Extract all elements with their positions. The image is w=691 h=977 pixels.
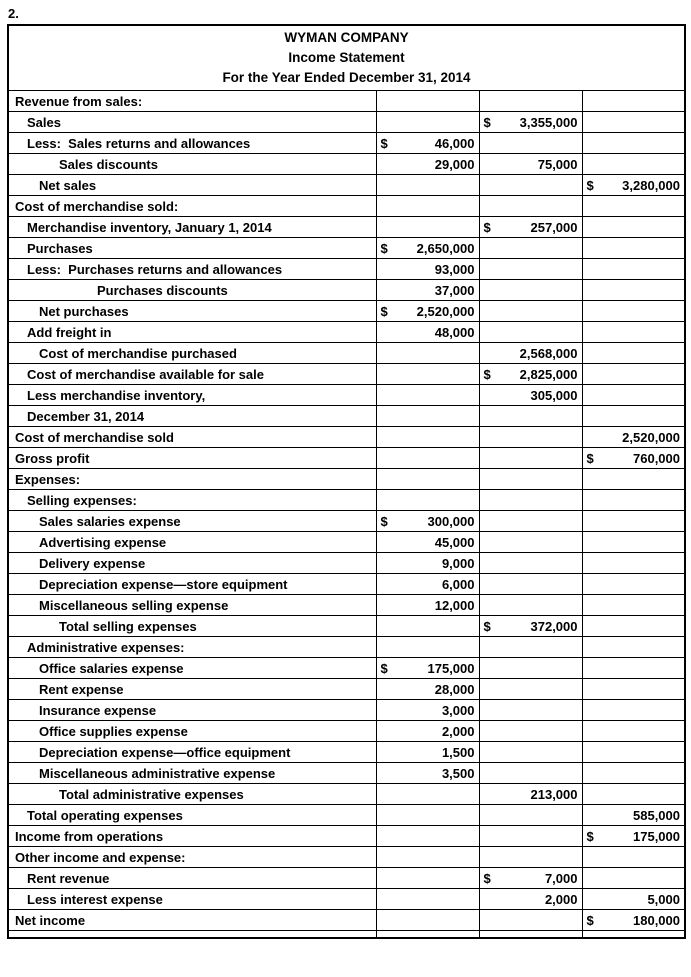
table-row (8, 847, 685, 868)
amount-cell (582, 763, 685, 784)
amount-number: 2,568,000 (519, 345, 578, 361)
row-label: Net income (8, 910, 376, 931)
amount-cell (376, 490, 479, 511)
amount-number: 213,000 (530, 786, 578, 802)
amount-cell (376, 448, 479, 469)
amount-number: 3,280,000 (622, 177, 680, 193)
amount-number: 175,000 (633, 828, 680, 844)
row-label: Miscellaneous administrative expense (8, 763, 376, 784)
amount-cell (582, 595, 685, 616)
amount-cell (479, 847, 582, 868)
currency-symbol: $ (380, 135, 388, 151)
amount-cell (376, 532, 479, 553)
amount-value (381, 304, 475, 319)
spacer-row (8, 931, 685, 939)
amount-cell (479, 238, 582, 259)
amount-cell (479, 721, 582, 742)
row-label: Net sales (8, 175, 376, 196)
table-row (8, 826, 685, 847)
amount-number: 2,520,000 (416, 303, 475, 319)
table-row (8, 742, 685, 763)
row-label: Cost of merchandise sold (8, 427, 376, 448)
amount-cell (582, 511, 685, 532)
table-row (8, 553, 685, 574)
row-label: Add freight in (8, 322, 376, 343)
amount-cell (479, 406, 582, 427)
table-row (8, 658, 685, 679)
amount-cell (376, 658, 479, 679)
amount-cell (479, 175, 582, 196)
amount-value (587, 913, 681, 928)
amount-cell (479, 616, 582, 637)
amount-value (381, 682, 475, 697)
amount-value (484, 619, 578, 634)
amount-cell (479, 343, 582, 364)
amount-cell (479, 217, 582, 238)
amount-cell (582, 133, 685, 154)
currency-symbol: $ (380, 240, 388, 256)
table-row (8, 385, 685, 406)
amount-cell (376, 343, 479, 364)
table-row (8, 280, 685, 301)
amount-number: 12,000 (434, 597, 475, 613)
amount-cell (376, 784, 479, 805)
table-row (8, 763, 685, 784)
row-label: Depreciation expense—office equipment (8, 742, 376, 763)
amount-value (381, 262, 475, 277)
amount-cell (479, 259, 582, 280)
amount-cell (479, 133, 582, 154)
table-row (8, 154, 685, 175)
amount-cell (479, 322, 582, 343)
row-label: Sales salaries expense (8, 511, 376, 532)
amount-cell (376, 511, 479, 532)
amount-cell (479, 889, 582, 910)
amount-cell (582, 574, 685, 595)
amount-cell (376, 700, 479, 721)
table-row (8, 721, 685, 742)
amount-cell (582, 385, 685, 406)
row-label: Purchases (8, 238, 376, 259)
amount-cell (479, 448, 582, 469)
amount-value (484, 388, 578, 403)
table-row (8, 700, 685, 721)
amount-number: 9,000 (441, 555, 475, 571)
row-label: Insurance expense (8, 700, 376, 721)
row-label: Net purchases (8, 301, 376, 322)
amount-number: 75,000 (537, 156, 578, 172)
amount-number: 3,000 (441, 702, 475, 718)
amount-value (381, 325, 475, 340)
amount-cell (376, 805, 479, 826)
amount-cell (582, 490, 685, 511)
table-row (8, 889, 685, 910)
statement-header-row (8, 25, 685, 91)
amount-cell (479, 910, 582, 931)
amount-cell (479, 490, 582, 511)
amount-number: 6,000 (441, 576, 475, 592)
amount-cell (582, 406, 685, 427)
amount-number: 1,500 (441, 744, 475, 760)
amount-cell (582, 826, 685, 847)
table-row (8, 637, 685, 658)
amount-number: 2,825,000 (519, 366, 578, 382)
amount-number: 7,000 (544, 870, 578, 886)
income-statement-table (7, 24, 686, 939)
row-label: Delivery expense (8, 553, 376, 574)
amount-cell (376, 931, 479, 939)
amount-number: 2,520,000 (622, 429, 680, 445)
amount-number: 28,000 (434, 681, 475, 697)
amount-cell (582, 889, 685, 910)
amount-cell (376, 847, 479, 868)
amount-cell (582, 175, 685, 196)
amount-number: 5,000 (647, 891, 680, 907)
amount-cell (376, 826, 479, 847)
amount-cell (376, 637, 479, 658)
row-label (8, 931, 376, 939)
table-row (8, 133, 685, 154)
row-label: Less: Purchases returns and allowances (8, 259, 376, 280)
amount-cell (582, 805, 685, 826)
income-statement-body (8, 25, 685, 938)
amount-value (381, 724, 475, 739)
row-label: Total operating expenses (8, 805, 376, 826)
amount-cell (376, 574, 479, 595)
amount-cell (376, 301, 479, 322)
amount-cell (582, 847, 685, 868)
amount-cell (376, 721, 479, 742)
amount-cell (479, 469, 582, 490)
row-label: Other income and expense: (8, 847, 376, 868)
table-row (8, 217, 685, 238)
amount-cell (376, 385, 479, 406)
amount-value (381, 577, 475, 592)
amount-cell (582, 154, 685, 175)
amount-cell (582, 196, 685, 217)
amount-cell (376, 742, 479, 763)
amount-cell (582, 364, 685, 385)
table-row (8, 238, 685, 259)
amount-cell (582, 931, 685, 939)
amount-value (587, 892, 681, 907)
amount-cell (479, 595, 582, 616)
amount-value (381, 766, 475, 781)
row-label: Revenue from sales: (8, 91, 376, 112)
table-row (8, 364, 685, 385)
amount-cell (376, 217, 479, 238)
amount-cell (479, 679, 582, 700)
amount-cell (479, 511, 582, 532)
table-row (8, 910, 685, 931)
amount-value (381, 241, 475, 256)
table-row (8, 679, 685, 700)
amount-cell (582, 301, 685, 322)
row-label: Cost of merchandise purchased (8, 343, 376, 364)
amount-cell (582, 427, 685, 448)
amount-value (587, 829, 681, 844)
amount-cell (582, 112, 685, 133)
amount-cell (582, 742, 685, 763)
amount-number: 29,000 (434, 156, 475, 172)
amount-cell (479, 763, 582, 784)
table-row (8, 259, 685, 280)
amount-cell (582, 553, 685, 574)
currency-symbol: $ (483, 219, 491, 235)
row-label: Office supplies expense (8, 721, 376, 742)
amount-value (587, 451, 681, 466)
amount-cell (376, 259, 479, 280)
statement-title: Income Statement (288, 50, 405, 65)
amount-value (484, 220, 578, 235)
amount-value (381, 556, 475, 571)
amount-cell (479, 658, 582, 679)
amount-cell (582, 784, 685, 805)
table-row (8, 532, 685, 553)
amount-value (484, 871, 578, 886)
table-row (8, 469, 685, 490)
table-row (8, 196, 685, 217)
amount-cell (479, 364, 582, 385)
amount-value (381, 157, 475, 172)
amount-cell (582, 448, 685, 469)
currency-symbol: $ (483, 366, 491, 382)
row-label: Office salaries expense (8, 658, 376, 679)
amount-cell (376, 91, 479, 112)
item-number: 2. (8, 6, 19, 21)
amount-cell (479, 742, 582, 763)
row-label: Cost of merchandise available for sale (8, 364, 376, 385)
row-label: Sales (8, 112, 376, 133)
amount-cell (582, 910, 685, 931)
amount-number: 2,650,000 (416, 240, 475, 256)
amount-cell (376, 910, 479, 931)
amount-value (381, 283, 475, 298)
row-label: Depreciation expense—store equipment (8, 574, 376, 595)
amount-cell (376, 364, 479, 385)
amount-value (484, 892, 578, 907)
amount-value (484, 115, 578, 130)
table-row (8, 784, 685, 805)
amount-cell (582, 658, 685, 679)
amount-cell (479, 385, 582, 406)
amount-cell (376, 889, 479, 910)
table-row (8, 427, 685, 448)
table-row (8, 112, 685, 133)
amount-number: 37,000 (434, 282, 475, 298)
table-row (8, 805, 685, 826)
amount-cell (479, 637, 582, 658)
amount-cell (479, 826, 582, 847)
company-name: WYMAN COMPANY (284, 30, 409, 45)
amount-cell (376, 133, 479, 154)
row-label: Less merchandise inventory, (8, 385, 376, 406)
amount-number: 48,000 (434, 324, 475, 340)
currency-symbol: $ (586, 450, 594, 466)
amount-cell (479, 574, 582, 595)
table-row (8, 595, 685, 616)
currency-symbol: $ (483, 870, 491, 886)
currency-symbol: $ (586, 177, 594, 193)
amount-value (381, 598, 475, 613)
row-label: Total administrative expenses (8, 784, 376, 805)
amount-cell (582, 532, 685, 553)
amount-number: 2,000 (544, 891, 578, 907)
amount-cell (376, 175, 479, 196)
amount-cell (479, 427, 582, 448)
amount-cell (479, 196, 582, 217)
statement-period: For the Year Ended December 31, 2014 (222, 70, 471, 85)
amount-cell (479, 112, 582, 133)
amount-number: 372,000 (530, 618, 578, 634)
amount-number: 175,000 (427, 660, 475, 676)
amount-cell (582, 343, 685, 364)
amount-cell (582, 868, 685, 889)
row-label: Rent expense (8, 679, 376, 700)
amount-value (381, 535, 475, 550)
currency-symbol: $ (380, 660, 388, 676)
table-row (8, 490, 685, 511)
row-label: Selling expenses: (8, 490, 376, 511)
amount-cell (376, 280, 479, 301)
table-row (8, 574, 685, 595)
amount-cell (582, 280, 685, 301)
amount-number: 760,000 (633, 450, 680, 466)
amount-value (381, 745, 475, 760)
amount-value (381, 136, 475, 151)
amount-cell (582, 616, 685, 637)
amount-number: 2,000 (441, 723, 475, 739)
row-label: Merchandise inventory, January 1, 2014 (8, 217, 376, 238)
amount-value (484, 157, 578, 172)
row-label: Expenses: (8, 469, 376, 490)
amount-cell (376, 553, 479, 574)
amount-cell (376, 112, 479, 133)
amount-cell (479, 700, 582, 721)
amount-value (587, 808, 681, 823)
currency-symbol: $ (483, 114, 491, 130)
amount-cell (376, 616, 479, 637)
amount-value (381, 514, 475, 529)
amount-cell (479, 868, 582, 889)
row-label: Advertising expense (8, 532, 376, 553)
row-label: December 31, 2014 (8, 406, 376, 427)
row-label: Less interest expense (8, 889, 376, 910)
amount-cell (479, 154, 582, 175)
statement-header (8, 25, 685, 91)
amount-number: 3,355,000 (519, 114, 578, 130)
row-label: Total selling expenses (8, 616, 376, 637)
amount-cell (582, 700, 685, 721)
amount-cell (479, 784, 582, 805)
amount-number: 257,000 (530, 219, 578, 235)
row-label: Gross profit (8, 448, 376, 469)
row-label: Cost of merchandise sold: (8, 196, 376, 217)
currency-symbol: $ (586, 912, 594, 928)
amount-cell (376, 595, 479, 616)
amount-value (587, 178, 681, 193)
amount-cell (582, 259, 685, 280)
table-row (8, 343, 685, 364)
row-label: Income from operations (8, 826, 376, 847)
table-row (8, 511, 685, 532)
amount-value (381, 703, 475, 718)
table-row (8, 448, 685, 469)
currency-symbol: $ (380, 303, 388, 319)
amount-cell (376, 868, 479, 889)
table-row (8, 616, 685, 637)
amount-cell (582, 469, 685, 490)
amount-cell (376, 427, 479, 448)
amount-value (484, 367, 578, 382)
amount-cell (376, 763, 479, 784)
amount-value (484, 346, 578, 361)
amount-number: 180,000 (633, 912, 680, 928)
table-row (8, 406, 685, 427)
amount-cell (376, 322, 479, 343)
amount-cell (479, 91, 582, 112)
amount-cell (479, 931, 582, 939)
currency-symbol: $ (586, 828, 594, 844)
amount-cell (376, 406, 479, 427)
row-label: Rent revenue (8, 868, 376, 889)
row-label: Sales discounts (8, 154, 376, 175)
table-row (8, 301, 685, 322)
amount-cell (582, 637, 685, 658)
amount-cell (376, 679, 479, 700)
amount-cell (582, 721, 685, 742)
amount-cell (479, 280, 582, 301)
amount-cell (479, 805, 582, 826)
amount-cell (376, 238, 479, 259)
amount-value (381, 661, 475, 676)
table-row (8, 91, 685, 112)
amount-cell (479, 532, 582, 553)
amount-value (484, 787, 578, 802)
amount-number: 305,000 (530, 387, 578, 403)
amount-cell (376, 196, 479, 217)
row-label: Less: Sales returns and allowances (8, 133, 376, 154)
amount-cell (376, 469, 479, 490)
amount-cell (582, 238, 685, 259)
table-row (8, 868, 685, 889)
amount-number: 585,000 (633, 807, 680, 823)
amount-cell (479, 301, 582, 322)
amount-number: 3,500 (441, 765, 475, 781)
table-row (8, 322, 685, 343)
amount-cell (376, 154, 479, 175)
amount-number: 300,000 (427, 513, 475, 529)
row-label: Miscellaneous selling expense (8, 595, 376, 616)
amount-number: 45,000 (434, 534, 475, 550)
row-label: Administrative expenses: (8, 637, 376, 658)
amount-cell (582, 217, 685, 238)
row-label: Purchases discounts (8, 280, 376, 301)
amount-value (587, 430, 681, 445)
amount-number: 93,000 (434, 261, 475, 277)
currency-symbol: $ (483, 618, 491, 634)
currency-symbol: $ (380, 513, 388, 529)
amount-cell (582, 91, 685, 112)
table-row (8, 175, 685, 196)
amount-number: 46,000 (434, 135, 475, 151)
amount-cell (582, 679, 685, 700)
amount-cell (582, 322, 685, 343)
amount-cell (479, 553, 582, 574)
